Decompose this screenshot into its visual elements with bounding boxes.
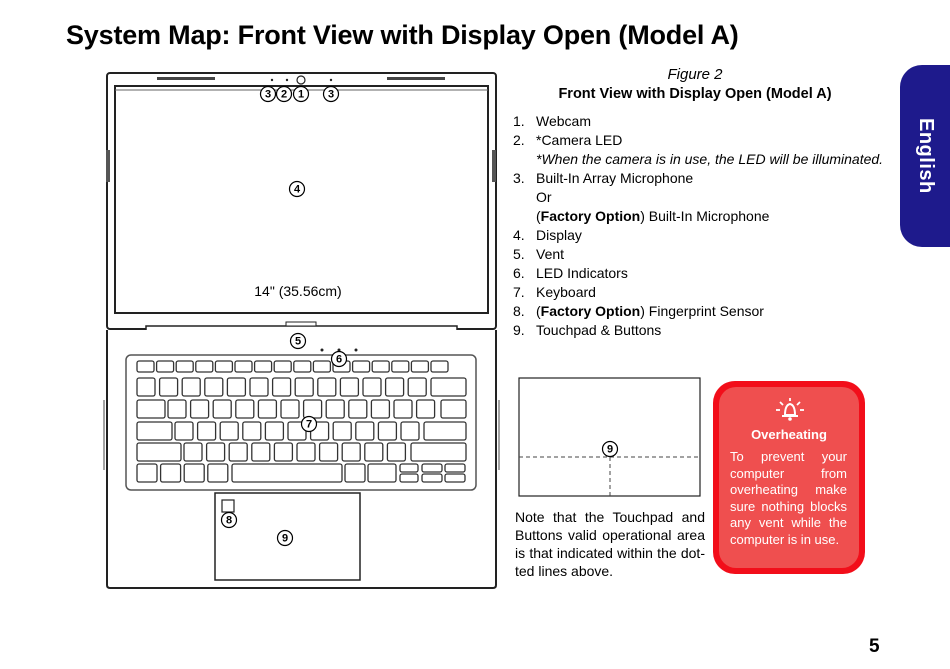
legend-num: 1. [513,113,525,129]
keyboard-key [326,400,344,418]
touchpad-detail-callout: 9 [606,443,614,456]
keyboard-key [333,422,351,440]
callout-6: 6 [335,353,343,366]
keyboard-key [227,378,245,396]
legend-item-1 [513,112,893,131]
keyboard-key [281,400,299,418]
keyboard-key [137,400,165,418]
display-screen [115,86,488,313]
keyboard-key [408,378,426,396]
legend-num: 9. [513,322,525,338]
keyboard-key [207,443,225,461]
legend-text: Keyboard [536,284,596,300]
keyboard-key [273,378,291,396]
keyboard-key [411,443,466,461]
keyboard-key [372,361,389,372]
legend-text: LED Indicators [536,265,628,281]
side-bump-left [106,150,110,182]
keyboard-key [137,464,157,482]
keyboard-key [365,443,383,461]
keyboard-key [250,378,268,396]
callout-4: 4 [293,183,301,196]
keyboard-key [441,400,466,418]
keyboard-key [422,464,442,472]
keyboard-key [400,464,418,472]
legend-note: *When the camera is in use, the LED will be illuminated. [536,151,884,167]
keyboard-key [400,474,418,482]
keyboard-key [342,443,360,461]
keyboard-key [363,378,381,396]
keyboard-key [387,443,405,461]
keyboard-key [422,474,442,482]
callout-7: 7 [305,418,313,431]
keyboard-key [175,422,193,440]
keyboard-key [445,464,465,472]
figure-title: Front View with Display Open (Model A) [558,86,832,102]
led-indicator-3 [355,349,358,352]
legend-text: *Camera LED [536,132,623,148]
keyboard-key [258,400,276,418]
keyboard-key [320,443,338,461]
top-slot-left [157,77,215,80]
keyboard-key [232,464,342,482]
legend-bold: Factory Option [540,303,641,319]
webcam-shape [297,76,305,84]
keyboard-key [184,443,202,461]
legend-item-9 [513,321,893,340]
mic-right-shape [330,79,332,81]
hinge-notch [286,322,316,326]
legend-item-6 [513,264,893,283]
keyboard-key [198,422,216,440]
keyboard-key [345,464,365,482]
keyboard-key [349,400,367,418]
touchpad-note: Note that the Touchpad and Buttons valid operational area is that indicated within the dot-ted lines above. [515,509,705,579]
keyboard-key [356,422,374,440]
legend-prefix: ( [536,303,541,319]
side-bump-right [492,150,496,182]
keyboard-key [265,422,283,440]
figure-number: Figure 2 [667,66,723,83]
language-tab-label: English [915,118,937,194]
keyboard-key [424,422,466,440]
callout-3b: 3 [327,88,335,101]
display-size-label: 14" (35.56cm) [254,283,342,299]
keyboard-key [274,443,292,461]
keyboard-key [215,361,232,372]
keyboard-key [157,361,174,372]
legend-or: Or [536,189,552,205]
page-title: System Map: Front View with Display Open (Model A) [66,20,739,50]
keyboard-key [137,378,155,396]
legend-item-5 [513,245,893,264]
legend-suffix: ) Built-In Microphone [640,208,770,224]
keyboard-key [191,400,209,418]
callout-2: 2 [280,88,288,101]
keyboard-key [255,361,272,372]
mic-left-shape [271,79,273,81]
legend-item-2 [513,131,893,169]
keyboard-key [137,422,172,440]
keyboard-key [417,400,435,418]
keyboard-key [137,443,181,461]
keyboard-key [274,361,291,372]
legend-num: 2. [513,132,525,148]
callout-1: 1 [297,88,305,101]
legend-text: Touchpad & Buttons [536,322,662,338]
callout-8: 8 [225,514,233,527]
fingerprint-sensor-shape [222,500,234,512]
keyboard-key [137,361,154,372]
keyboard-key [386,378,404,396]
keyboard-key [295,378,313,396]
keyboard-key [294,361,311,372]
legend-num: 5. [513,246,525,262]
keyboard-key [213,400,231,418]
keyboard-key [392,361,409,372]
legend-num: 7. [513,284,525,300]
keyboard-key [160,378,178,396]
keyboard-key [243,422,261,440]
keyboard-key [205,378,223,396]
keyboard-key [371,400,389,418]
keyboard-key [445,474,465,482]
keyboard-key [313,361,330,372]
keyboard-key [196,361,213,372]
keyboard-key [411,361,428,372]
keyboard-key [252,443,270,461]
legend-prefix: ( [536,208,541,224]
legend-item-3 [513,169,893,226]
keyboard-key [235,361,252,372]
keyboard-key [431,378,466,396]
callout-3a: 3 [264,88,272,101]
keyboard-key [176,361,193,372]
legend-num: 8. [513,303,525,319]
legend-text: Webcam [536,113,591,129]
legend-text: Display [536,227,582,243]
legend-num: 6. [513,265,525,281]
keyboard-key [431,361,448,372]
keyboard-key [220,422,238,440]
warning-title: Overheating [751,427,827,442]
legend-text: Built-In Array Microphone [536,170,694,186]
keyboard-key [236,400,254,418]
callout-5: 5 [294,335,302,348]
keyboard-key [184,464,204,482]
legend-suffix: ) Fingerprint Sensor [640,303,764,319]
legend-bold: Factory Option [540,208,641,224]
page-number: 5 [869,636,880,657]
keyboard-key [297,443,315,461]
overheating-warning [713,381,865,574]
legend-item-8 [513,302,893,321]
camera-led-shape [286,79,288,81]
overheating-icon [775,397,805,423]
legend-num: 4. [513,227,525,243]
led-indicator-1 [321,349,324,352]
keyboard-key [208,464,228,482]
keyboard-key [340,378,358,396]
warning-text: To prevent your computer from overheating make sure nothing blocks any vent while the computer is in use. [730,449,847,547]
keyboard-key [229,443,247,461]
keyboard-key [401,422,419,440]
keyboard-key [378,422,396,440]
keyboard-key [304,400,322,418]
keyboard-key [318,378,336,396]
legend-item-4 [513,226,893,245]
keyboard-key [353,361,370,372]
legend-text: Vent [536,246,565,262]
keyboard-key [368,464,396,482]
keyboard-key [394,400,412,418]
top-slot-right [387,77,445,80]
callout-9: 9 [281,532,289,545]
keyboard-key [168,400,186,418]
legend-item-7 [513,283,893,302]
legend-list [513,112,893,340]
keyboard-key [182,378,200,396]
keyboard-key [161,464,181,482]
legend-num: 3. [513,170,525,186]
